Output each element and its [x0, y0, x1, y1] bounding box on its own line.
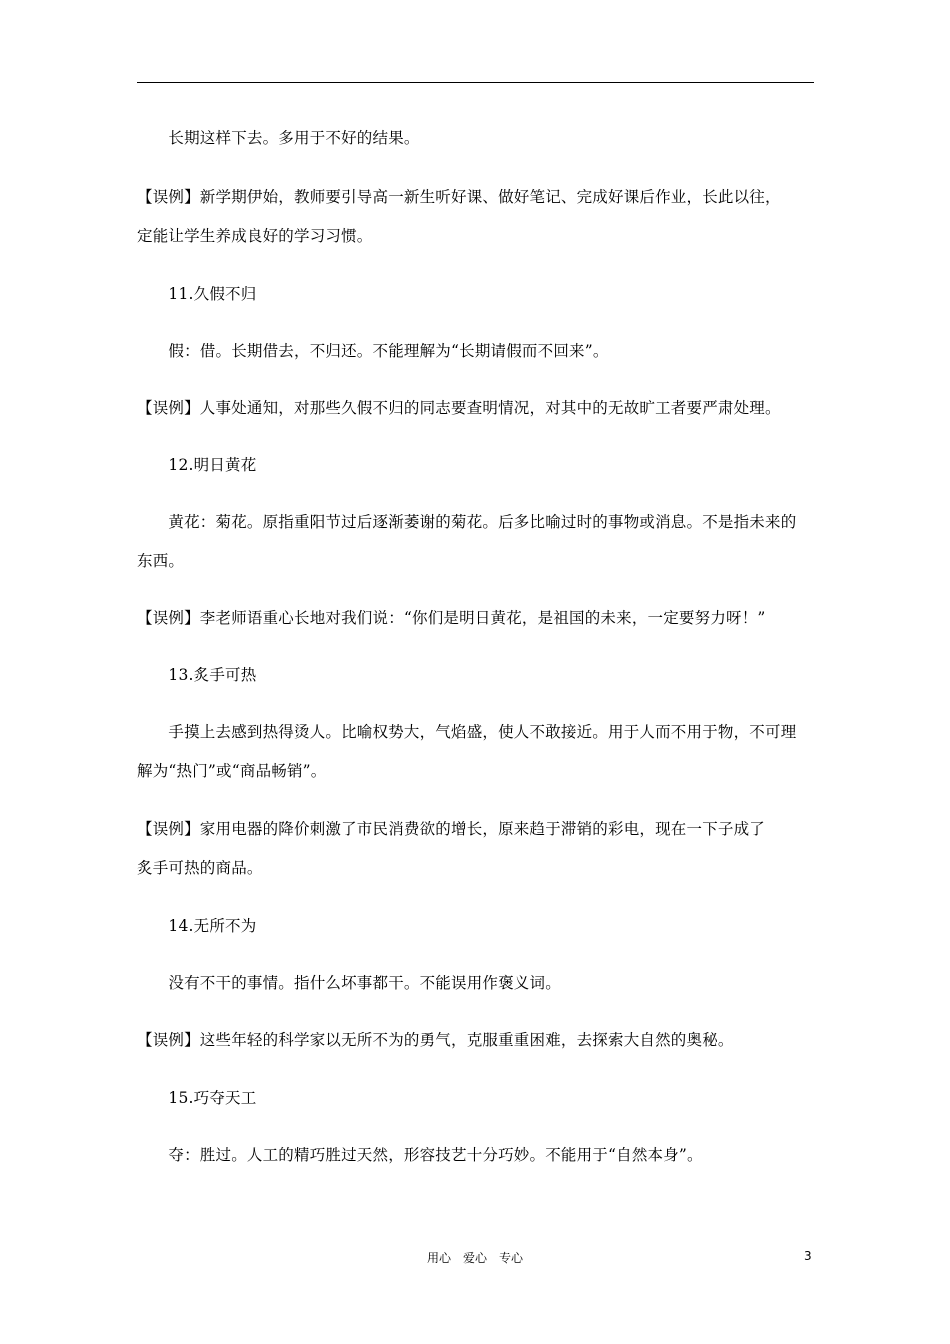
paragraph-line: 【误例】李老师语重心长地对我们说：“你们是明日黄花，是祖国的未来，一定要努力呀！” — [137, 609, 766, 627]
paragraph-line: 手摸上去感到热得烫人。比喻权势大，气焰盛，使人不敢接近。用于人而不用于物，不可理 — [137, 723, 797, 741]
section-heading: 12.明日黄花 — [137, 456, 257, 474]
paragraph-line: 黄花：菊花。原指重阳节过后逐渐萎谢的菊花。后多比喻过时的事物或消息。不是指未来的 — [137, 513, 797, 531]
header-rule — [137, 82, 814, 83]
section-heading: 14.无所不为 — [137, 917, 257, 935]
section-heading: 11.久假不归 — [137, 285, 257, 303]
paragraph-line: 【误例】人事处通知，对那些久假不归的同志要查明情况，对其中的无故旷工者要严肃处理。 — [137, 399, 781, 417]
paragraph-line: 假：借。长期借去，不归还。不能理解为“长期请假而不回来”。 — [137, 342, 609, 360]
page-footer: 用心 爱心 专心 — [426, 1251, 523, 1265]
paragraph-line: 【误例】新学期伊始，教师要引导高一新生听好课、做好笔记、完成好课后作业，长此以往， — [137, 188, 781, 206]
paragraph-line: 没有不干的事情。指什么坏事都干。不能误用作褒义词。 — [137, 974, 561, 992]
section-heading: 13.炙手可热 — [137, 666, 257, 684]
paragraph-line: 夺：胜过。人工的精巧胜过天然，形容技艺十分巧妙。不能用于“自然本身”。 — [137, 1146, 703, 1164]
paragraph-line: 【误例】家用电器的降价刺激了市民消费欲的增长，原来趋于滞销的彩电，现在一下子成了 — [137, 820, 766, 838]
paragraph-line: 炙手可热的商品。 — [137, 859, 263, 877]
section-heading: 15.巧夺天工 — [137, 1089, 257, 1107]
paragraph-line: 解为“热门”或“商品畅销”。 — [137, 762, 327, 780]
paragraph-line: 定能让学生养成良好的学习习惯。 — [137, 227, 373, 245]
page-number: 3 — [804, 1249, 812, 1263]
paragraph-line: 东西。 — [137, 552, 185, 570]
paragraph-line: 【误例】这些年轻的科学家以无所不为的勇气，克服重重困难，去探索大自然的奥秘。 — [137, 1031, 734, 1049]
paragraph-line: 长期这样下去。多用于不好的结果。 — [137, 129, 420, 147]
